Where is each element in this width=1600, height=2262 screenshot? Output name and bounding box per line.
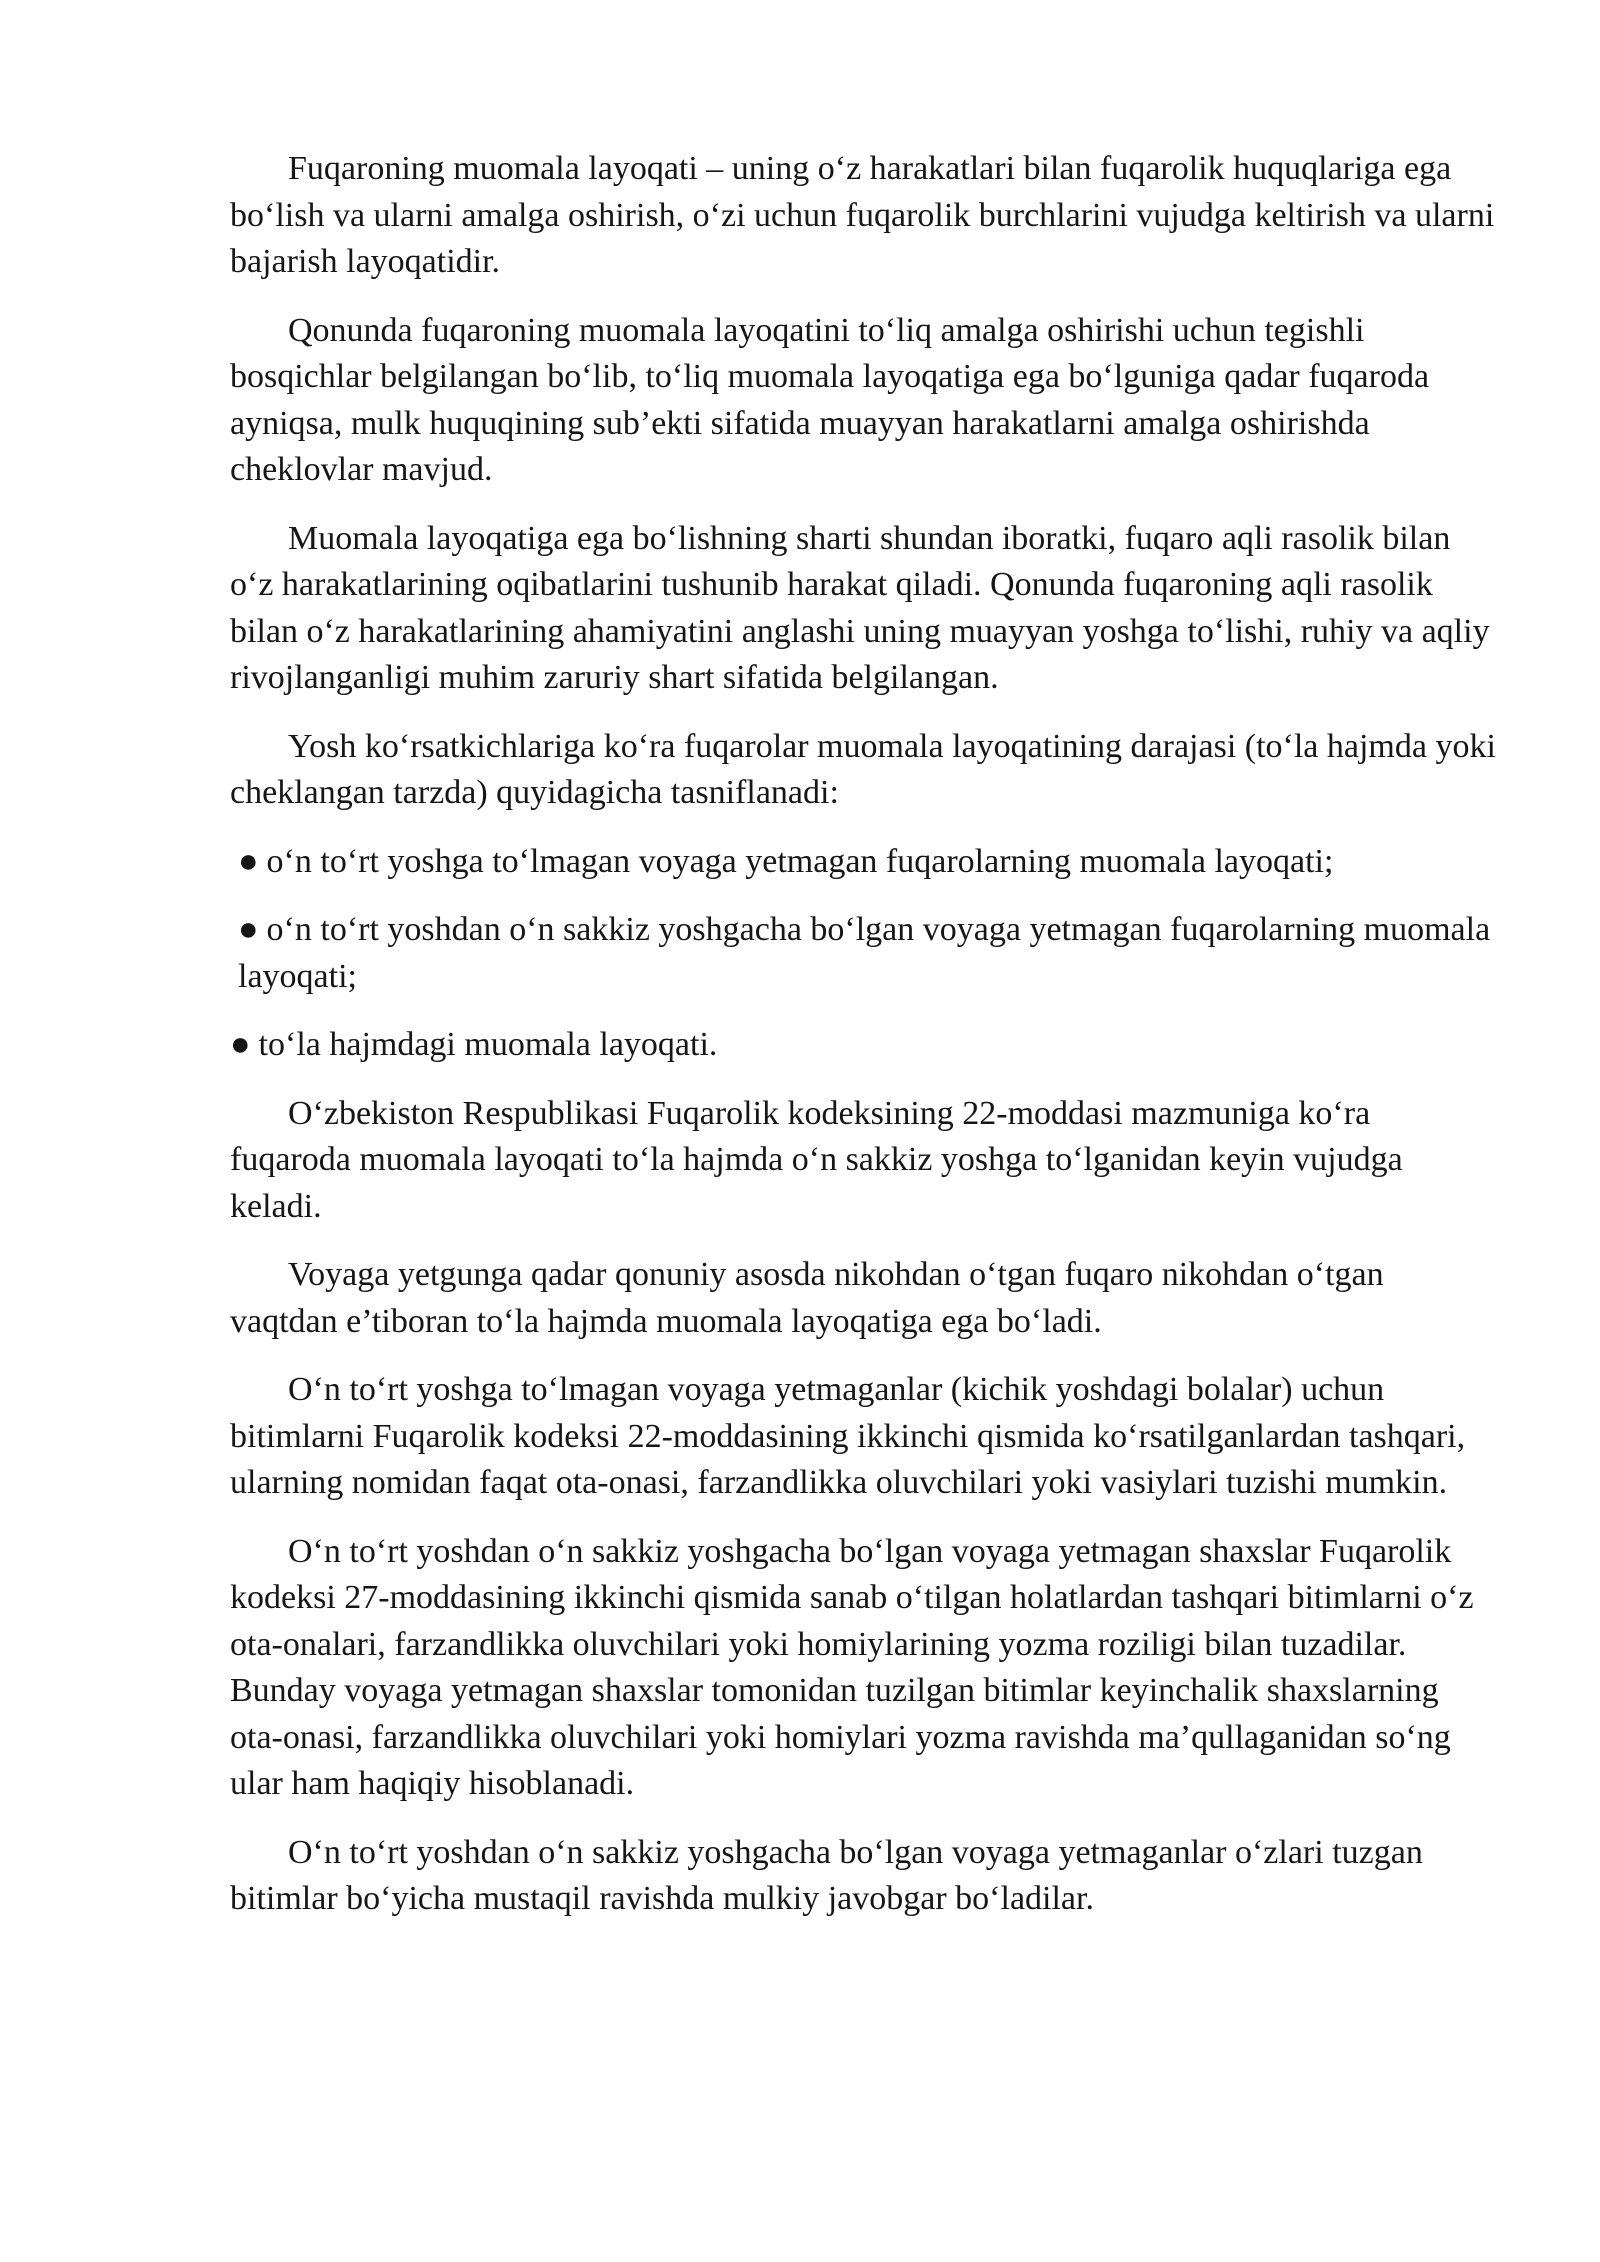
paragraph-14-to-18: O‘n to‘rt yoshdan o‘n sakkiz yoshgacha bo‘lgan voyaga yetmagan shaxslar Fuqarolik kodeksi 27-moddasining ikkinchi qismida sanab o‘tilgan holatlardan tashqari bitimlarni o‘z ota-onalari, farzandlikka oluvchilari yoki homiylarining yozma roziligi bilan tuzadilar. Bunday voyaga yetmagan shaxslar tomonidan tuzilgan bitimlar keyinchalik shaxslarning ota-onasi, farzandlikka oluvchilari yoki homiylari yozma ravishda ma’qullaganidan so‘ng ular ham haqiqiy hisoblanadi.: [230, 1532, 1474, 1802]
bullet-icon: ●: [238, 842, 259, 880]
paragraph-stages: Qonunda fuqaroning muomala layoqatini to‘liq amalga oshirishi uchun tegishli bosqichlar belgilangan bo‘lib, to‘liq muomala layoqatiga ega bo‘lguniga qadar fuqaroda ayniqsa, mulk huquqining sub’ekti sifatida muayyan harakatlarni amalga oshirishda cheklovlar mavjud.: [230, 311, 1430, 488]
bullet-text: o‘n to‘rt yoshga to‘lmagan voyaga yetmagan fuqarolarning muomala layoqati;: [266, 842, 1334, 880]
bullet-text: o‘n to‘rt yoshdan o‘n sakkiz yoshgacha bo‘lgan voyaga yetmagan fuqarolarning muomala layoqati;: [238, 911, 1491, 995]
paragraph-classification: Yosh ko‘rsatkichlariga ko‘ra fuqarolar muomala layoqatining darajasi (to‘la hajmda yoki cheklangan tarzda) quyidagicha tasniflanadi:: [230, 727, 1496, 811]
bullet-item: [230, 907, 1498, 1000]
paragraph-marriage: Voyaga yetgunga qadar qonuniy asosda nikohdan o‘tgan fuqaro nikohdan o‘tgan vaqtdan e’tiboran to‘la hajmda muomala layoqatiga ega bo‘ladi.: [230, 1256, 1384, 1340]
bullet-item: [230, 1022, 1498, 1069]
bullet-icon: ●: [230, 1026, 251, 1063]
document-page: [230, 146, 1498, 1945]
bullet-item: [230, 839, 1498, 886]
paragraph-liability: O‘n to‘rt yoshdan o‘n sakkiz yoshgacha bo‘lgan voyaga yetmaganlar o‘zlari tuzgan bitimlar bo‘yicha mustaqil ravishda mulkiy javobgar bo‘ladilar.: [230, 1833, 1423, 1917]
paragraph-definition: Fuqaroning muomala layoqati – uning o‘z harakatlari bilan fuqarolik huquqlariga ega bo‘lish va ularni amalga oshirish, o‘zi uchun fuqarolik burchlarini vujudga keltirish va ularni bajarish layoqatidir.: [230, 150, 1495, 280]
paragraph-article-22: O‘zbekiston Respublikasi Fuqarolik kodeksining 22-moddasi mazmuniga ko‘ra fuqaroda muomala layoqati to‘la hajmda o‘n sakkiz yoshga to‘lganidan keyin vujudga keladi.: [230, 1094, 1403, 1225]
paragraph-condition: Muomala layoqatiga ega bo‘lishning sharti shundan iboratki, fuqaro aqli rasolik bilan o‘z harakatlarining oqibatlarini tushunib harakat qiladi. Qonunda fuqaroning aqli rasolik bilan o‘z harakatlarining ahamiyatini anglashi uning muayyan yoshga to‘lishi, ruhiy va aqliy rivojlanganligi muhim zaruriy shart sifatida belgilangan.: [230, 519, 1490, 696]
bullet-text: to‘la hajmdagi muomala layoqati.: [258, 1026, 718, 1063]
paragraph-under-14: O‘n to‘rt yoshga to‘lmagan voyaga yetmaganlar (kichik yoshdagi bolalar) uchun bitimlarni Fuqarolik kodeksi 22-moddasining ikkinchi qismida ko‘rsatilganlardan tashqari, ularning nomidan faqat ota-onasi, farzandlikka oluvchilari yoki vasiylari tuzishi mumkin.: [230, 1371, 1466, 1501]
bullet-icon: ●: [238, 911, 259, 948]
